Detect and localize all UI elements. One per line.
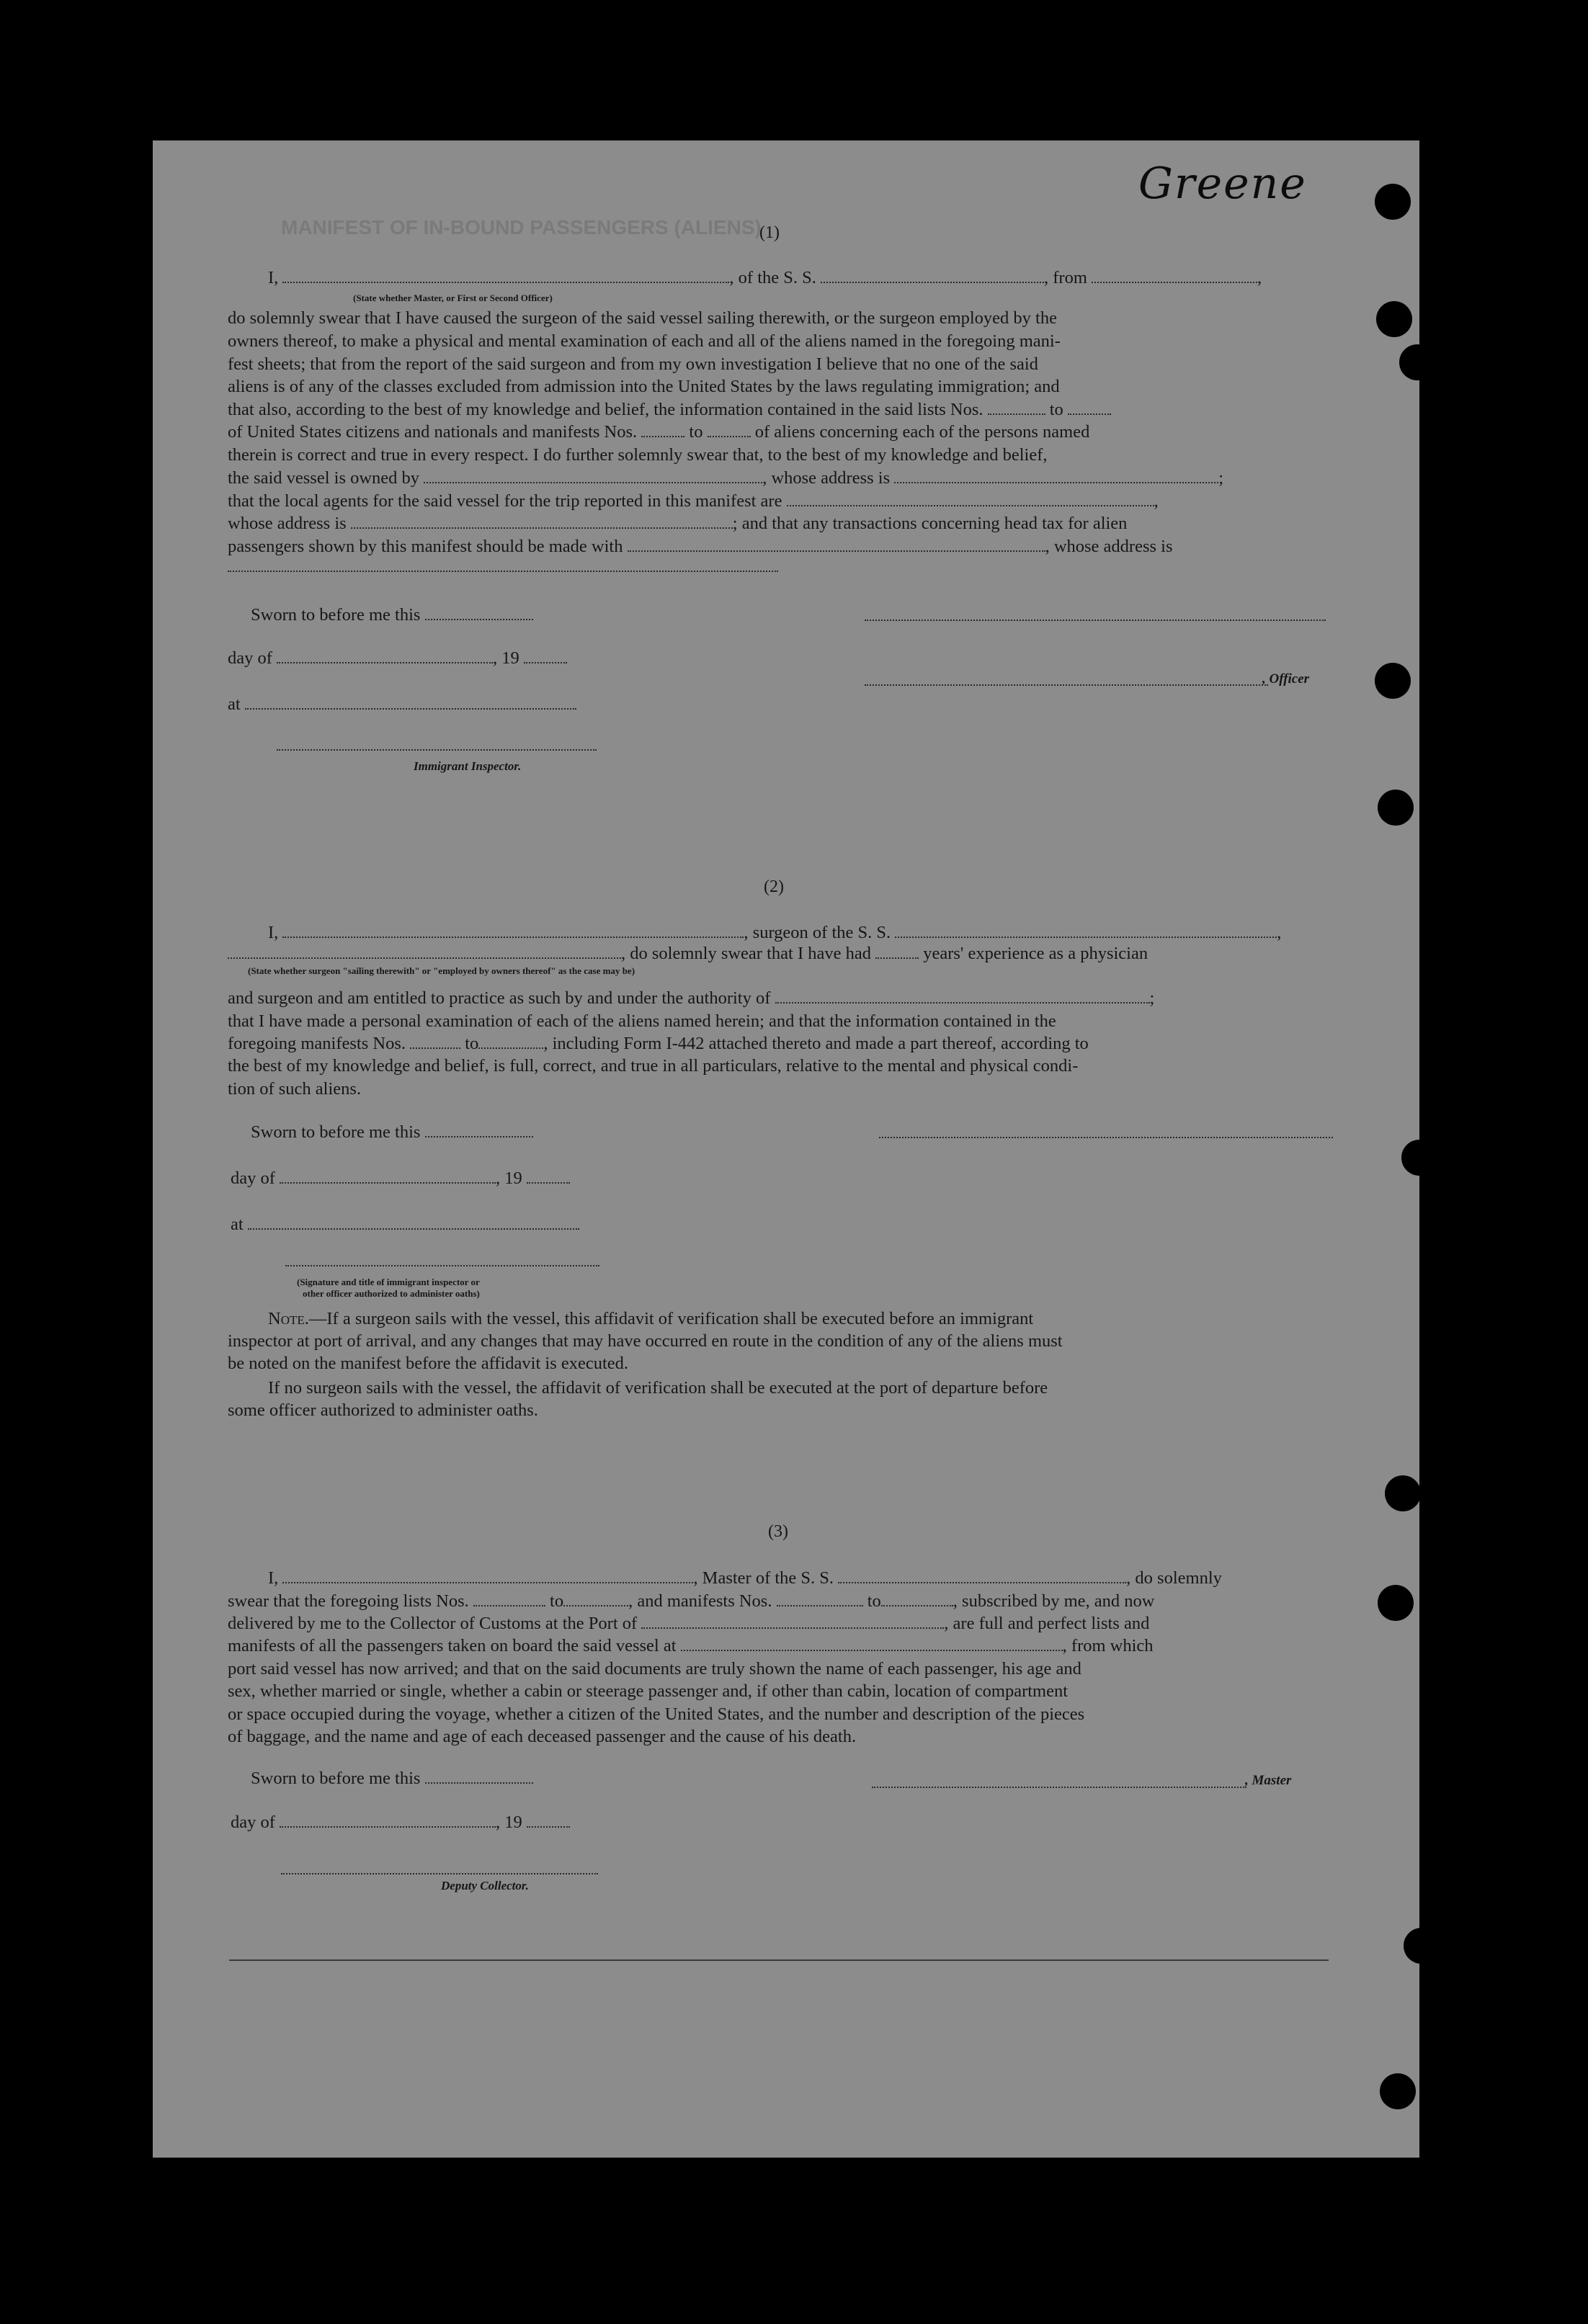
s2-sig-caption: (Signature and title of immigrant inspector or (297, 1277, 480, 1287)
s1-officer-line (865, 684, 1268, 686)
s2-note: If no surgeon sails with the vessel, the affidavit of verification shall be executed at the port of departure before (268, 1378, 1048, 1398)
s3-master: , Master (1245, 1773, 1292, 1788)
s1-at: at (228, 693, 576, 716)
s1-para-line: do solemnly swear that I have caused the surgeon of the said vessel sailing therewith, or the surgeon employed by the (228, 308, 1057, 328)
s1-inspector-line (277, 749, 597, 751)
header-stamp: MANIFEST OF IN-BOUND PASSENGERS (ALIENS) (281, 216, 762, 238)
s3-day-of: day of , 19 (231, 1811, 570, 1834)
s2-inspector-line (285, 1265, 599, 1266)
s2-sig-caption: other officer authorized to administer oaths) (303, 1288, 480, 1299)
section-3-number: (3) (768, 1522, 788, 1541)
s1-inspector: Immigrant Inspector. (414, 759, 522, 773)
s3-para-line: delivered by me to the Collector of Customs at the Port of , are full and perfect lists and (228, 1614, 1150, 1633)
s2-at: at (231, 1213, 579, 1236)
s1-officer: , Officer (1262, 671, 1310, 687)
binder-hole (1376, 301, 1412, 337)
binder-hole (1401, 1140, 1437, 1176)
handwritten-name: Greene (1138, 158, 1307, 209)
s2-signature-line (879, 1137, 1333, 1138)
s2-para-line: foregoing manifests Nos. to , including Form I-442 attached thereto and made a part thereof, according to (228, 1034, 1089, 1053)
s1-address-line (228, 571, 778, 572)
s1-day-of: day of , 19 (228, 647, 567, 670)
s2-note: Note.—If a surgeon sails with the vessel, this affidavit of verification shall be executed before an immigrant (268, 1309, 1034, 1328)
s2-caption: (State whether surgeon "sailing therewith" or "employed by owners thereof" as the case may be) (248, 965, 635, 976)
s2-para-line: the best of my knowledge and belief, is full, correct, and true in all particulars, relative to the mental and physical condi- (228, 1056, 1079, 1076)
s3-para-line: sex, whether married or single, whether a cabin or steerage passenger and, if other than cabin, location of compartment (228, 1681, 1069, 1701)
binder-hole (1404, 1928, 1440, 1964)
s2-line-i: I, , surgeon of the S. S. , (268, 923, 1282, 942)
s1-para-line: whose address is ; and that any transactions concerning head tax for alien (228, 514, 1128, 533)
section-2-number: (2) (764, 877, 784, 896)
s3-deputy: Deputy Collector. (441, 1879, 529, 1892)
s1-para-line: therein is correct and true in every respect. I do further solemnly swear that, to the best of my knowledge and belief, (228, 445, 1048, 465)
s3-master-line (872, 1787, 1246, 1788)
s3-para-line: of baggage, and the name and age of each deceased passenger and the cause of his death. (228, 1727, 857, 1746)
s1-para-line: passengers shown by this manifest should be made with , whose address is (228, 537, 1173, 556)
s3-para-line: manifests of all the passengers taken on board the said vessel at , from which (228, 1636, 1154, 1655)
s1-para-line: aliens is of any of the classes excluded from admission into the United States by the laws regulating immigration; and (228, 377, 1060, 396)
binder-hole (1399, 344, 1435, 380)
binder-hole (1378, 790, 1414, 826)
s1-caption: (State whether Master, or First or Second Officer) (353, 292, 553, 303)
s2-day-of: day of , 19 (231, 1167, 570, 1190)
s3-para-line: swear that the foregoing lists Nos. to , and manifests Nos. to , subscribed by me, and now (228, 1591, 1155, 1611)
s2-para-line: and surgeon and am entitled to practice as such by and under the authority of ; (228, 988, 1155, 1008)
binder-hole (1375, 663, 1411, 699)
s1-signature-line (865, 620, 1326, 621)
s3-para-line: port said vessel has now arrived; and that on the said documents are truly shown the name of each passenger, his age and (228, 1659, 1081, 1679)
s1-para-line: of United States citizens and nationals and manifests Nos. to of aliens concerning each of the persons named (228, 422, 1090, 442)
s3-sworn: Sworn to before me this (251, 1767, 533, 1790)
s3-para-line: or space occupied during the voyage, whether a citizen of the United States, and the number and description of the pieces (228, 1704, 1085, 1724)
s3-collector-line (281, 1873, 598, 1874)
s2-line-swear: , do solemnly swear that I have had years' experience as a physician (228, 942, 1148, 965)
s2-note: be noted on the manifest before the affidavit is executed. (228, 1354, 629, 1373)
bottom-rule (229, 1959, 1329, 1961)
s2-para-line: tion of such aliens. (228, 1079, 362, 1099)
s2-note: inspector at port of arrival, and any changes that may have occurred en route in the condition of any of the aliens must (228, 1331, 1063, 1351)
s2-sworn: Sworn to before me this (251, 1121, 533, 1144)
s2-para-line: that I have made a personal examination of each of the aliens named herein; and that the information contained in the (228, 1011, 1056, 1031)
s1-sworn: Sworn to before me this (251, 604, 533, 627)
s3-line-i: I, , Master of the S. S. , do solemnly (268, 1568, 1222, 1588)
s1-line-i: I, , of the S. S. , from , (268, 268, 1262, 287)
s1-para-line: that also, according to the best of my knowledge and belief, the information contained in the said lists Nos. to (228, 398, 1111, 421)
binder-hole (1385, 1475, 1421, 1511)
s1-para-line: that the local agents for the said vessel for the trip reported in this manifest are , (228, 491, 1159, 511)
s1-para-line: fest sheets; that from the report of the said surgeon and from my own investigation I believe that no one of the said (228, 354, 1038, 374)
binder-hole (1378, 1585, 1414, 1621)
s2-note: some officer authorized to administer oaths. (228, 1400, 538, 1420)
binder-hole (1375, 184, 1411, 220)
s1-para-line: owners thereof, to make a physical and mental examination of each and all of the aliens named in the foregoing mani- (228, 331, 1061, 351)
binder-hole (1380, 2073, 1416, 2109)
s1-para-line: the said vessel is owned by , whose address is ; (228, 468, 1224, 488)
section-1-number: (1) (759, 223, 780, 242)
